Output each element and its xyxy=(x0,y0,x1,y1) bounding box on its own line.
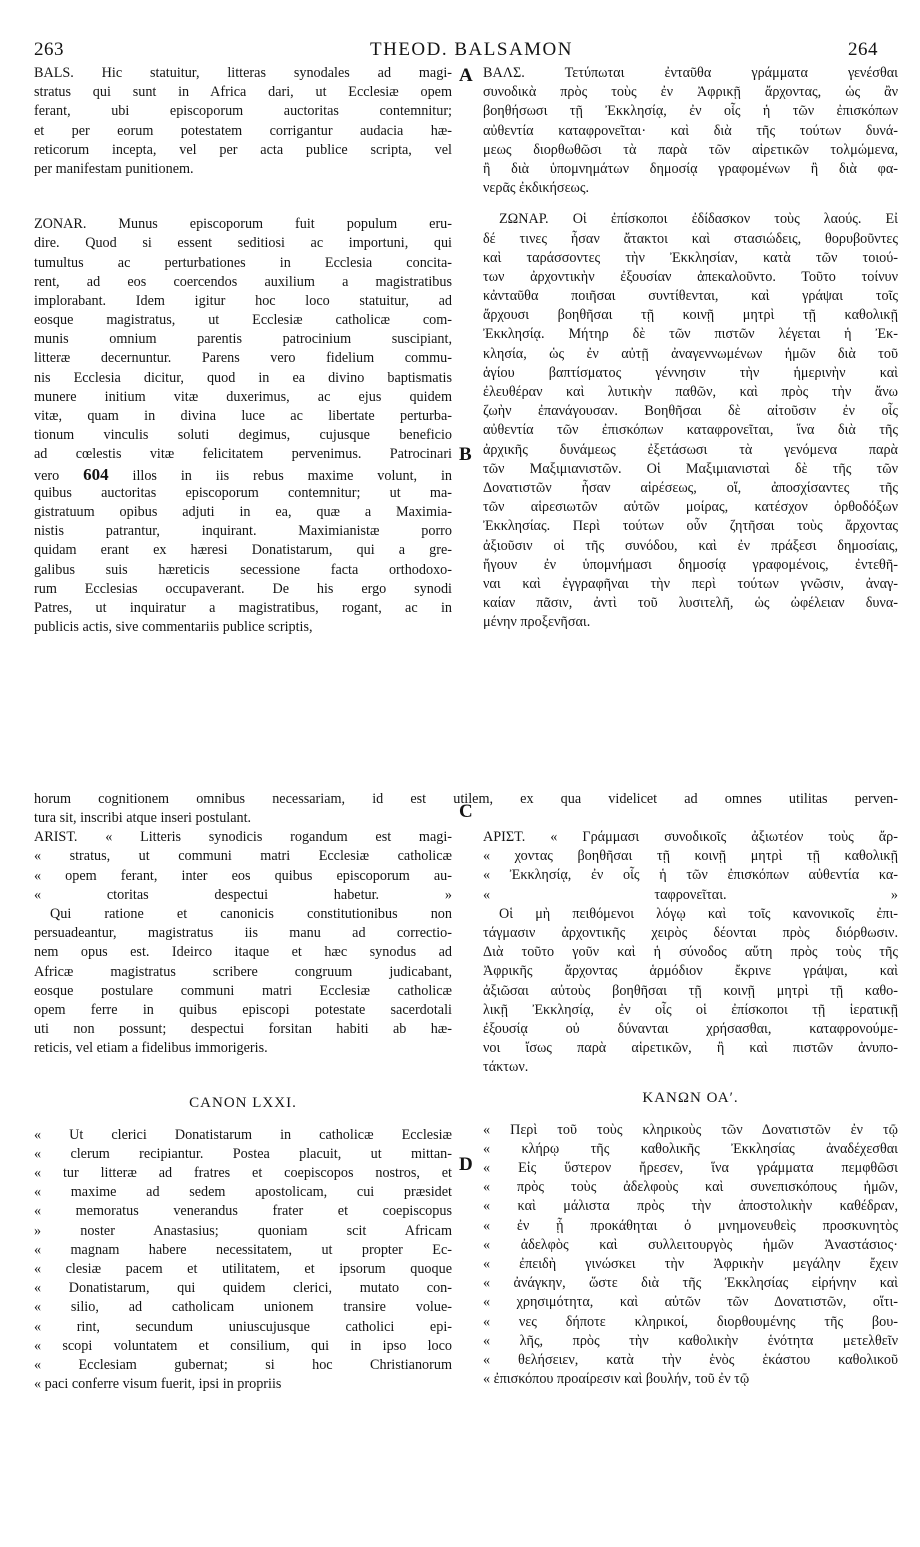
text-line: munis omnium parentis patrocinium suscipiant, xyxy=(34,331,452,348)
text-line: τῶν αἱρεσιωτῶν αὐτῶν μοίρας, κατέσχον ὀρθοδόξων xyxy=(483,499,898,516)
text-line: Patres, ut inquiratur a magistratibus, rogant, ac in xyxy=(34,599,452,616)
text-line: galibus suis hæreticis secessione facta orthodoxo- xyxy=(34,561,452,578)
text-line: per manifestam punitionem. xyxy=(34,160,194,177)
text-line: » noster Anastasius; quoniam scit Africam xyxy=(34,1222,452,1239)
text-line: « rint, secundum uniuscujusque catholici epi- xyxy=(34,1318,452,1335)
text-line: « θελήσειεν, κατὰ τὴν ἑνὸς ἑκάστου καθολικοῦ xyxy=(483,1351,898,1368)
text-line: νερᾶς ἐκδικήσεως. xyxy=(483,180,590,197)
text-line: Africæ magistratus scribere congruum judicabant, xyxy=(34,963,452,980)
text-line: « maxime ad sedem apostolicam, cui præsidet xyxy=(34,1184,452,1201)
text-line: « νες δήποτε κληρικοί, διορθουμένης τῆς βου- xyxy=(483,1313,898,1330)
latin-canon-section xyxy=(34,1126,452,1395)
text-line: quibus auctoritas episcoporum contemnitur; ut ma- xyxy=(34,484,452,501)
text-line: καὶ ταράσσοντες τὴν Ἐκκλησίαν, κατὰ τῶν τοιού- xyxy=(483,249,898,266)
text-line: dire. Quod si essent seditiosi ac importuni, qui xyxy=(34,235,452,252)
greek-bals-section xyxy=(483,64,898,198)
text-line: persuadeantur, magistratus iis manu ad correctio- xyxy=(34,925,452,942)
text-line: « opem ferant, inter eos quibus episcoporum au- xyxy=(34,867,452,884)
text-line: reticorum incepta, vel per acta publice scripta, vel xyxy=(34,141,452,158)
spacer xyxy=(34,179,452,215)
text-line: δέ τινες ἦσαν ἄτακτοι καὶ στασιώδεις, θορυβοῦντες xyxy=(483,230,898,247)
text-line: rent, ad eos coercendos auxilium a magistratibus xyxy=(34,273,452,290)
text-line: τάκτων. xyxy=(483,1059,529,1076)
text-line: ἢ διὰ ὑπομνημάτων δημοσίᾳ γραφομένων ἢ διὰ φα- xyxy=(483,160,898,177)
spacer xyxy=(34,1114,452,1126)
text-line: implorabant. Idem igitur hoc loco statuitur, ad xyxy=(34,292,452,309)
latin-zonar-section xyxy=(34,215,452,637)
text-line: « silio, ad catholicam unionem transire volue- xyxy=(34,1299,452,1316)
text-line: μένην προξενῆσαι. xyxy=(483,614,591,631)
text-line: ΑΡΙΣΤ. « Γράμμασι συνοδικοῖς ἀξιωτέον τοὺς ἄρ- xyxy=(483,829,898,845)
greek-canon-title: ΚΑΝΩΝ ΟΑʹ. xyxy=(642,1090,739,1107)
text-line: ARIST. « Litteris synodicis rogandum est magi- xyxy=(34,829,452,846)
text-line: Οἱ μὴ πειθόμενοι λόγῳ καὶ τοῖς κανονικοῖς ἐπι- xyxy=(499,905,898,922)
spacer xyxy=(483,1109,898,1121)
text-line: ἄρχουσι βοηθῆσαι τῇ κοινῇ μητρὶ τῇ καθολικῇ xyxy=(483,307,898,324)
text-line: « ctoritas despectui habetur. » xyxy=(34,886,452,903)
text-line: opem ferre in quibus episcopi potestate sacerdotali xyxy=(34,1001,452,1018)
text-line: munere initium vitæ duxerimus, ac ejus quidem xyxy=(34,388,452,405)
greek-column xyxy=(483,64,898,632)
text-line: « paci conferre visum fuerit, ipsi in propriis xyxy=(34,1376,282,1393)
text-line: « ἐπειδὴ γινώσκει τὴν Ἀφρικὴν μεγάλην ἔχειν xyxy=(483,1255,898,1272)
text-line: βοηθήσωσι τῇ Ἐκκλησίᾳ, ἐν οἷς ἡ τῶν ἐπισκόπων xyxy=(483,103,898,120)
text-line: eosque magistratus, ut Ecclesiæ catholicæ com- xyxy=(34,312,452,329)
latin-zonar-end xyxy=(34,809,452,828)
text-line: tumultus ac perturbationes in Ecclesia concita- xyxy=(34,254,452,271)
page-number-right: 264 xyxy=(848,39,878,60)
greek-canon-section xyxy=(483,1121,898,1390)
latin-arist-section xyxy=(34,828,452,1058)
text-line: Διὰ τοῦτο γοῦν καὶ ἡ σύνοδος αὕτη πρὸς τοὺς τῆς xyxy=(483,944,898,961)
latin-bals-section xyxy=(34,64,452,179)
text-line: « ἐν ᾗ προκάθηται ὁ μνημονευθεὶς προσκυνητὸς xyxy=(483,1217,898,1234)
greek-arist-section xyxy=(483,828,898,1077)
text-line: ἀρχικῆς δυνάμεως ἐξετάσωσι τὰ γενόμενα παρὰ xyxy=(483,441,898,458)
text-line: ἤγουν ἐν ὑπομνήμασι δημοσίᾳ γραφομένοις, ἐντεθῆ- xyxy=(483,556,898,573)
text-line: ZONAR. Munus episcoporum fuit populum eru- xyxy=(34,216,452,233)
text-line: ferant, ubi episcoporum auctoritas contemnitur; xyxy=(34,103,452,120)
text-line: Qui ratione et canonicis constitutionibus non xyxy=(50,905,452,922)
text-line: « λῆς, πρὸς τὴν καθολικὴν ἑνότητα μετελθεῖν xyxy=(483,1332,898,1349)
greek-column-lower xyxy=(483,828,898,1389)
margin-marker-d: D xyxy=(459,1154,473,1175)
text-line: litteræ decernuntur. Parens vero fidelium commu- xyxy=(34,350,452,367)
text-line: ΖΩΝΑΡ. Οἱ ἐπίσκοποι ἐδίδασκον τοὺς λαούς. Εἰ xyxy=(499,211,898,228)
latin-column xyxy=(34,64,452,637)
text-line: συνοδικὰ πρὸς τοὺς ἐν Ἀφρικῇ ἄρχοντας, ὡς ἂν xyxy=(483,84,898,101)
text-line: Ἐκκλησίας. Περὶ τούτων οὖν ζητῆσαι τοὺς ἄρχοντας xyxy=(483,518,898,535)
spacer xyxy=(483,1077,898,1089)
text-line: ad cœlestis vitæ felicitatem pervenimus. Patrocinari xyxy=(34,446,452,463)
text-line: et per eorum potestatem corrigantur audacia hæ- xyxy=(34,122,452,139)
text-line: ζωὴν ἐπανάγουσαν. Βοηθῆσαι δὲ αἰτοῦσιν ἐν οἷς xyxy=(483,403,898,420)
text-line: « scopi voluntatem et consilium, qui in ipso loco xyxy=(34,1337,452,1354)
text-line: λικῇ Ἐκκλησίᾳ, ἐν οἷς οἱ ἐπίσκοποι τῇ ἱερατικῇ xyxy=(483,1001,898,1018)
inline-page-number: 604 xyxy=(83,464,109,484)
text-line: ΒΑΛΣ. Τετύπωται ἐνταῦθα γράμματα γενέσθαι xyxy=(483,65,898,81)
text-line: Δονατιστῶν ἦσαν αἱρέσεως, οἵ, ἀποσχίσαντες τῆς xyxy=(483,479,898,496)
text-line: « memoratus venerandus frater et coepiscopus xyxy=(34,1203,452,1220)
text-line: « ταφρονεῖται. » xyxy=(483,886,898,903)
spacer xyxy=(34,1058,452,1094)
text-line: « clesiæ pacem et utilitatem, et ipsorum quoque xyxy=(34,1260,452,1277)
text-line: reticis, vel etiam a fidelibus immorigeris. xyxy=(34,1040,268,1057)
text-line: tura sit, inscribi atque inseri postulant. xyxy=(34,810,252,826)
text-line: « πρὸς τοὺς ἀδελφοὺς καὶ συνεπισκόπους ἡμῶν, xyxy=(483,1179,898,1196)
text-line: ἁγίου βαπτίσματος γέννησιν τὴν ἡμερινὴν καὶ xyxy=(483,364,898,381)
text-line: « ἀνάγκην, ὥστε διὰ τῆς Ἐκκλησίας εἰρήνην καὶ xyxy=(483,1275,898,1292)
margin-marker-a: A xyxy=(459,65,473,86)
text-line: « ἐπισκόπου προαίρεσιν καὶ βουλήν, τοῦ ἐν τῷ xyxy=(483,1371,750,1388)
page-number-left: 263 xyxy=(34,39,64,60)
text-line: Ἀφρικῆς ἄρχοντας ἁρμόδιον ἔκρινε γράψαι, καὶ xyxy=(483,963,898,980)
text-line: « magnam habere necessitatem, ut propter Ec- xyxy=(34,1241,452,1258)
text-line: uti non possunt; despectui forsitan habiti ab hæ- xyxy=(34,1021,452,1038)
text-line: vero 604 illos in iis rebus maxime volunt, in xyxy=(34,464,452,484)
text-line: των ἀρχοντικὴν ἐξουσίαν ἀπεκαλοῦντο. Τοῦτο τοίνυν xyxy=(483,268,898,285)
text-line: « clerum recipiantur. Postea placuit, ut mittan- xyxy=(34,1145,452,1162)
text-line: BALS. Hic statuitur, litteras synodales ad magi- xyxy=(34,65,452,81)
text-line: « χρησιμότητα, καὶ αὐτῶν τῶν Δονατιστῶν, οἵτι- xyxy=(483,1294,898,1311)
latin-canon-title: CANON LXXI. xyxy=(189,1095,297,1112)
text-line: ἐξουσίᾳ οὐ δύνανται χρήσασθαι, καταφρονούμε- xyxy=(483,1020,898,1037)
text-line: ἀξιῶσαι αὐτοὺς βοηθῆσαι τῇ κοινῇ μητρὶ τῇ καθο- xyxy=(483,982,898,999)
text-line: « stratus, ut communi matri Ecclesiæ catholicæ xyxy=(34,848,452,865)
text-line: publicis actis, sive commentariis publice scriptis, xyxy=(34,619,313,636)
margin-marker-b: B xyxy=(459,444,472,465)
text-line: nis Ecclesia dicitur, quod in ea divino baptismatis xyxy=(34,369,452,386)
text-line: κλησία, ὡς ἐν αὐτῇ ἀναγεννωμένων ἡμῶν διὰ τοῦ xyxy=(483,345,898,362)
greek-zonar-section xyxy=(483,210,898,632)
text-line: αὐθεντία τῶν ἐπισκόπων καταφρονεῖται, ἵνα διὰ τῆς xyxy=(483,422,898,439)
text-line: ναι καὶ ἐγγραφῆναι τὴν περὶ τούτων γνῶσιν, ἀναγ- xyxy=(483,575,898,592)
text-line: eosque postulare communi matri Ecclesiæ catholicæ xyxy=(34,982,452,999)
text-line: « Ἐκκλησίᾳ, ἐν οἷς ἡ τῶν ἐπισκόπων αὐθεντία κα- xyxy=(483,867,898,884)
text-line: « Περὶ τοῦ τοὺς κληρικοὺς τῶν Δονατιστῶν ἐν τῷ xyxy=(483,1121,898,1138)
text-line: « tur litteræ ad fratres et coepiscopos nostros, et xyxy=(34,1165,452,1181)
text-line: ἀξιοῦσιν οἱ τῆς συνόδου, καὶ ἐν πράξεσι δημοσίαις, xyxy=(483,537,898,554)
shared-spanning-line: horum cognitionem omnibus necessariam, id est utilem, ex qua videlicet ad omnes utilitas perven- xyxy=(34,791,898,807)
text-line: vitæ, quam in divina luce ac libertate perturba- xyxy=(34,408,452,424)
text-line: rum Ecclesias occupaverant. De his ergo synodi xyxy=(34,580,452,597)
text-line: quidam erant ex hæresi Donatistarum, qui a gre- xyxy=(34,542,452,559)
text-line: « χοντας βοηθῆσαι τῇ κοινῇ μητρὶ τῇ καθολικῇ xyxy=(483,848,898,865)
text-line: ἐλευθέραν καὶ λυτικὴν παθῶν, καὶ πρὸς τὴν ἄνω xyxy=(483,384,898,400)
text-line: tionum vinculis soluti degimus, cujusque beneficio xyxy=(34,427,452,444)
text-line: καίαν πᾶσιν, ἀντὶ τοῦ λυσιτελῆ, ὡς ὠφέλειαν δυνα- xyxy=(483,595,898,612)
text-line: « Donatistarum, qui quidem clerici, mutato con- xyxy=(34,1280,452,1297)
text-line: « καὶ μάλιστα πρὸς τὴν ἀποστολικὴν καθέδραν, xyxy=(483,1198,898,1215)
text-line: νοι ἴσως παρὰ αἱρετικῶν, ἢ καὶ πιστῶν ἀνυπο- xyxy=(483,1040,898,1057)
text-line: stratus qui sunt in Africa dari, ut Ecclesiæ opem xyxy=(34,84,452,101)
text-line: « Ut clerici Donatistarum in catholicæ Ecclesiæ xyxy=(34,1126,452,1143)
text-line: « ἀδελφὸς καὶ συλλειτουργὸς ἡμῶν Ἀναστάσιος· xyxy=(483,1236,898,1253)
text-line: τῶν Μαξιμιανιστῶν. Οἱ Μαξιμιανισταὶ δὲ τῆς τῶν xyxy=(483,460,898,477)
text-line: τάγμασιν ἀρχοντικῆς χειρὸς δέονται πρὸς διόρθωσιν. xyxy=(483,924,898,941)
text-line: Ἐκκλησίᾳ. Μήτηρ δὲ τῶν πιστῶν λέγεται ἡ Ἐκ- xyxy=(483,326,898,343)
text-line: gistratuum opibus adjuti in ea, quæ a Maximia- xyxy=(34,503,452,520)
text-line: nem opus est. Ideirco itaque et hæc synodus ad xyxy=(34,944,452,961)
latin-column-lower xyxy=(34,809,452,1394)
text-line: nistis patrantur, inquirant. Maximianistæ porro xyxy=(34,523,452,540)
text-line: « Εἰς ὕστερον ἤρεσεν, ἵνα γράμματα πεμφθῶσι xyxy=(483,1160,898,1176)
text-line: αὐθεντία καταφρονεῖται· καὶ διὰ τῆς τούτων δυνά- xyxy=(483,122,898,139)
text-line: « κλήρῳ τῆς καθολικῆς Ἐκκλησίας ἀναδέχεσθαι xyxy=(483,1140,898,1157)
text-line: κἀνταῦθα ποιῆσαι συντίθενται, καὶ γράψαι τοῖς xyxy=(483,288,898,305)
running-title: THEOD. BALSAMON xyxy=(370,39,573,60)
margin-marker-c: C xyxy=(459,801,473,822)
text-line: « Ecclesiam gubernat; si hoc Christianorum xyxy=(34,1356,452,1373)
spacer xyxy=(483,198,898,210)
text-line: μεως διορθωθῶσι τὰ παρὰ τῶν αἱρετικῶν τολμώμενα, xyxy=(483,141,898,158)
